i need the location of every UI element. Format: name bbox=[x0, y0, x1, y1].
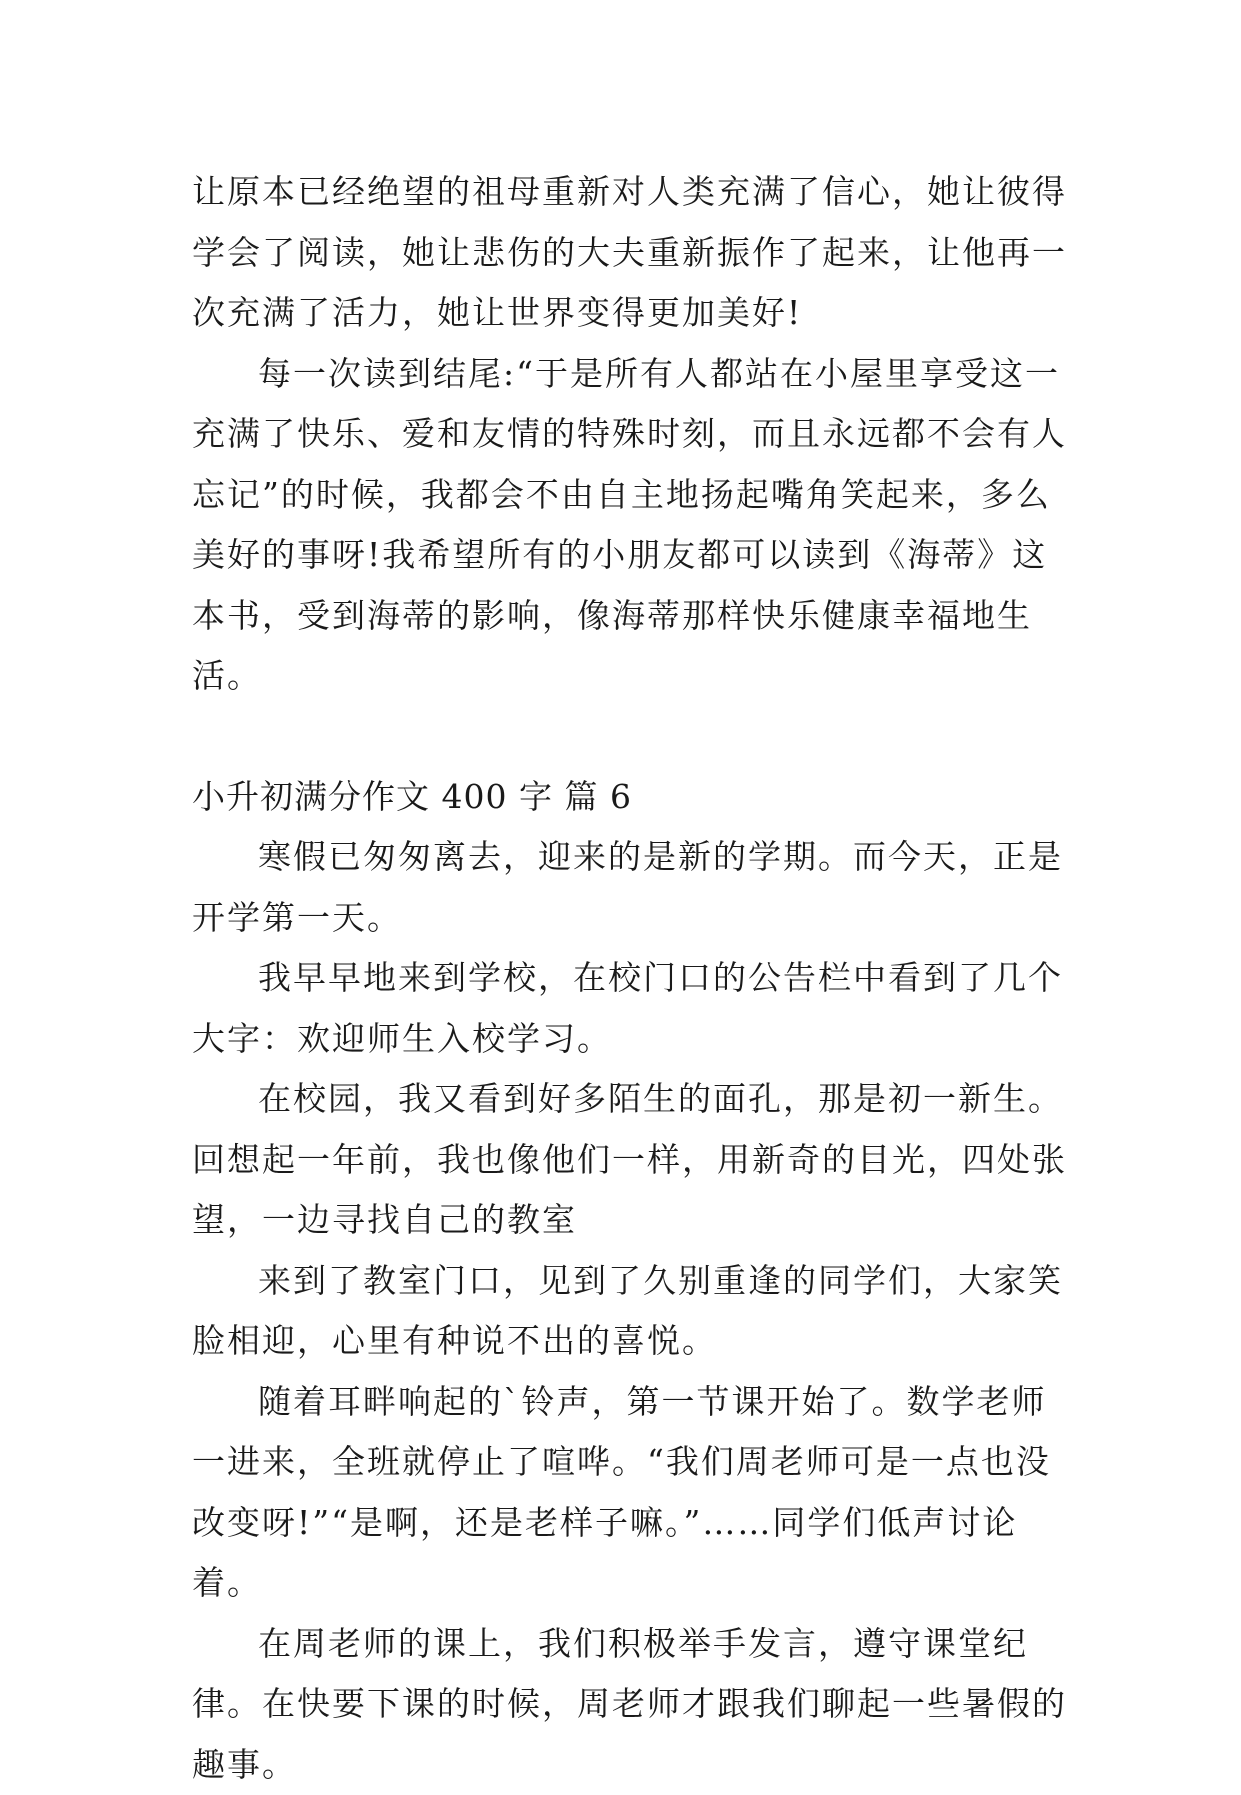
document-body bbox=[192, 162, 1072, 1795]
paragraph-4: 我早早地来到学校，在校门口的公告栏中看到了几个大字：欢迎师生入校学习。 bbox=[192, 948, 1072, 1069]
paragraph-1: 让原本已经绝望的祖母重新对人类充满了信心，她让彼得学会了阅读，她让悲伤的大夫重新振作了起来，让他再一次充满了活力，她让世界变得更加美好! bbox=[192, 162, 1072, 344]
paragraph-8: 在周老师的课上，我们积极举手发言，遵守课堂纪律。在快要下课的时候，周老师才跟我们聊起一些暑假的趣事。 bbox=[192, 1614, 1072, 1795]
paragraph-5: 在校园，我又看到好多陌生的面孔，那是初一新生。回想起一年前，我也像他们一样，用新奇的目光，四处张望，一边寻找自己的教室 bbox=[192, 1069, 1072, 1251]
paragraph-6: 来到了教室门口，见到了久别重逢的同学们，大家笑脸相迎，心里有种说不出的喜悦。 bbox=[192, 1251, 1072, 1372]
section-heading: 小升初满分作文 400 字 篇 6 bbox=[192, 767, 1072, 828]
paragraph-7: 随着耳畔响起的`铃声，第一节课开始了。数学老师一进来，全班就停止了喧哗。“我们周老师可是一点也没改变呀!”“是啊，还是老样子嘛。”……同学们低声讨论着。 bbox=[192, 1372, 1072, 1614]
paragraph-2: 每一次读到结尾:“于是所有人都站在小屋里享受这一充满了快乐、爱和友情的特殊时刻，而且永远都不会有人忘记”的时候，我都会不由自主地扬起嘴角笑起来，多么美好的事呀!我希望所有的小朋友都可以读到《海蒂》这本书，受到海蒂的影响，像海蒂那样快乐健康幸福地生活。 bbox=[192, 344, 1072, 707]
paragraph-3: 寒假已匆匆离去，迎来的是新的学期。而今天，正是开学第一天。 bbox=[192, 827, 1072, 948]
